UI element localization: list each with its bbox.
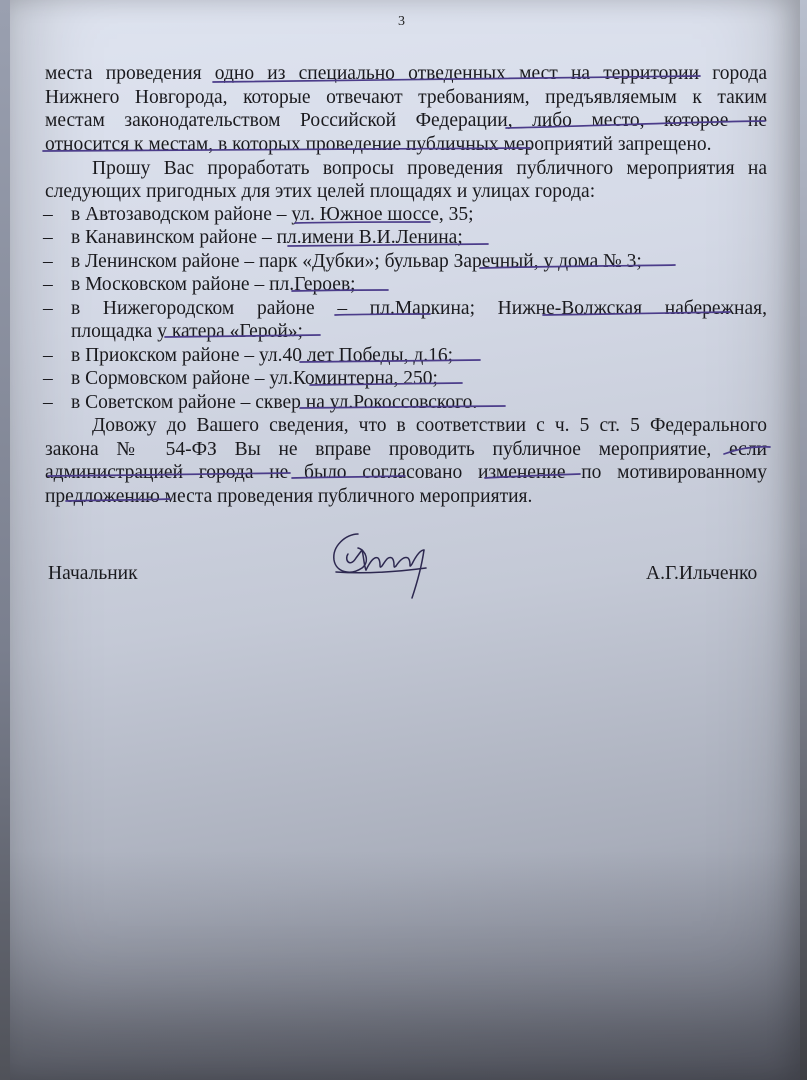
paragraph-3-line-4: предложению места проведения публичного мероприятия. — [45, 486, 533, 507]
list-item-sormovsky: в Сормовском районе – ул.Коминтерна, 250; — [71, 368, 438, 389]
list-dash: – — [43, 274, 53, 295]
paragraph-2-line-2: следующих пригодных для этих целей площадях и улицах города: — [45, 181, 596, 202]
list-dash: – — [43, 368, 53, 389]
list-item-nizhegorodsky: в Нижегородском районе – пл.Маркина; Нижне-Волжская набережная, — [71, 298, 767, 319]
list-item-leninsky: в Ленинском районе – парк «Дубки»; бульвар Заречный, у дома № 3; — [71, 251, 642, 272]
paragraph-3-line-3: администрацией города не было согласовано изменение по мотивированному — [45, 462, 767, 483]
signature-title: Начальник — [48, 563, 138, 584]
document-page — [10, 0, 800, 1080]
paragraph-1-line-1: места проведения одно из специально отведенных мест на территории города — [45, 63, 767, 84]
list-dash: – — [43, 298, 53, 319]
paragraph-3-line-1: Довожу до Вашего сведения, что в соответствии с ч. 5 ст. 5 Федерального — [92, 415, 767, 436]
paragraph-3-line-2: закона № 54-ФЗ Вы не вправе проводить публичное мероприятие, если — [45, 439, 767, 460]
handwritten-signature — [326, 528, 436, 604]
list-dash: – — [43, 345, 53, 366]
list-item-avtozavodsky: в Автозаводском районе – ул. Южное шоссе, 35; — [71, 204, 474, 225]
list-dash: – — [43, 251, 53, 272]
list-dash: – — [43, 204, 53, 225]
pen-underlines — [10, 0, 800, 520]
list-item-prioksky: в Приокском районе – ул.40 лет Победы, д.16; — [71, 345, 454, 366]
list-dash: – — [43, 392, 53, 413]
list-item-nizhegorodsky-continued: площадка у катера «Герой»; — [71, 321, 303, 342]
list-item-sovetsky: в Советском районе – сквер на ул.Рокоссовского. — [71, 392, 478, 413]
paragraph-1-line-2: Нижнего Новгорода, которые отвечают требованиям, предъявляемым к таким — [45, 87, 767, 108]
paragraph-2-line-1: Прошу Вас проработать вопросы проведения публичного мероприятия на — [92, 158, 767, 179]
list-item-moskovsky: в Московском районе – пл.Героев; — [71, 274, 356, 295]
list-dash: – — [43, 227, 53, 248]
paragraph-1-line-3: местам законодательством Российской Федерации, либо место, которое не — [45, 110, 767, 131]
paragraph-1-line-4: относится к местам, в которых проведение публичных мероприятий запрещено. — [45, 134, 712, 155]
signature-name: А.Г.Ильченко — [646, 563, 758, 584]
list-item-kanavinsky: в Канавинском районе – пл.имени В.И.Ленина; — [71, 227, 463, 248]
page-number: 3 — [398, 14, 405, 29]
